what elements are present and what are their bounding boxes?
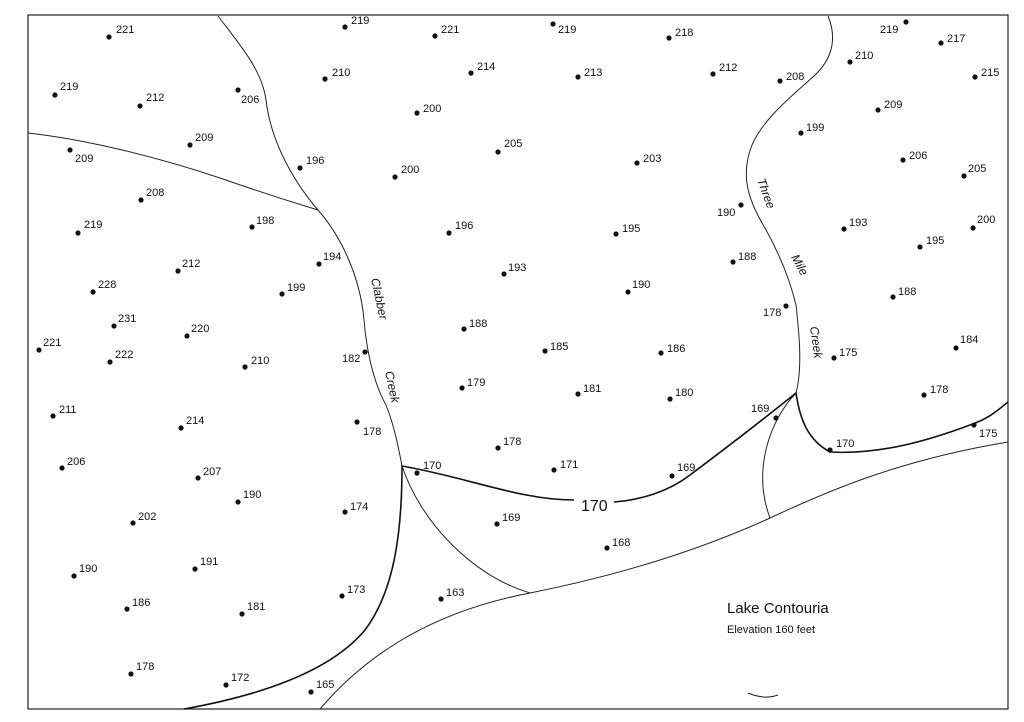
elevation-point-label: 210 <box>251 355 270 367</box>
elevation-point-label: 210 <box>855 50 874 62</box>
elevation-point-marker <box>36 347 41 352</box>
elevation-point-marker <box>604 545 609 550</box>
elevation-point-label: 170 <box>423 460 442 472</box>
elevation-point-label: 200 <box>423 103 442 115</box>
elevation-point-marker <box>468 70 473 75</box>
elevation-point-label: 180 <box>675 387 694 399</box>
elevation-point-marker <box>900 157 905 162</box>
elevation-point-marker <box>322 76 327 81</box>
elevation-point-marker <box>938 40 943 45</box>
elevation-point-marker <box>111 323 116 328</box>
elevation-point-marker <box>438 596 443 601</box>
elevation-point-marker <box>738 202 743 207</box>
elevation-point-marker <box>414 110 419 115</box>
elevation-point-marker <box>128 671 133 676</box>
elevation-point-label: 199 <box>287 282 306 294</box>
elevation-point-label: 178 <box>136 661 155 673</box>
elevation-point-marker <box>798 130 803 135</box>
elevation-point-label: 196 <box>455 220 474 232</box>
elevation-point-marker <box>831 355 836 360</box>
elevation-point-marker <box>875 107 880 112</box>
elevation-point-label: 190 <box>717 207 736 219</box>
elevation-point-label: 210 <box>332 67 351 79</box>
elevation-point-marker <box>773 415 778 420</box>
elevation-point-marker <box>192 566 197 571</box>
elevation-point-label: 206 <box>241 94 260 106</box>
elevation-point-label: 198 <box>256 215 275 227</box>
elevation-point-marker <box>223 682 228 687</box>
elevation-point-label: 209 <box>75 153 94 165</box>
elevation-point-marker <box>316 261 321 266</box>
elevation-point-marker <box>130 520 135 525</box>
elevation-point-label: 193 <box>508 262 527 274</box>
elevation-point-label: 190 <box>243 489 262 501</box>
elevation-point-marker <box>921 392 926 397</box>
elevation-point-label: 212 <box>146 92 165 104</box>
elevation-point-label: 220 <box>191 323 210 335</box>
clabber-creek-label-2: Creek <box>382 369 403 404</box>
elevation-point-marker <box>953 345 958 350</box>
contour-label-170: 170 <box>581 498 608 515</box>
elevation-point-label: 228 <box>98 279 117 291</box>
elevation-point-label: 212 <box>182 258 201 270</box>
elevation-point-label: 171 <box>560 459 579 471</box>
elevation-point-label: 190 <box>632 279 651 291</box>
elevation-point-marker <box>550 21 555 26</box>
elevation-point-marker <box>362 349 367 354</box>
elevation-point-label: 181 <box>247 601 266 613</box>
elevation-point-marker <box>195 475 200 480</box>
elevation-point-label: 222 <box>115 349 134 361</box>
elevation-point-marker <box>239 611 244 616</box>
elevation-point-label: 214 <box>186 415 205 427</box>
elevation-point-label: 217 <box>947 33 966 45</box>
elevation-point-marker <box>461 326 466 331</box>
elevation-point-marker <box>730 259 735 264</box>
elevation-point-label: 212 <box>719 62 738 74</box>
elevation-point-marker <box>71 573 76 578</box>
elevation-point-marker <box>297 165 302 170</box>
elevation-point-label: 186 <box>132 597 151 609</box>
elevation-point-label: 174 <box>350 501 369 513</box>
elevation-point-marker <box>354 419 359 424</box>
elevation-point-label: 221 <box>43 337 62 349</box>
elevation-point-marker <box>342 509 347 514</box>
elevation-point-label: 207 <box>203 466 222 478</box>
elevation-point-marker <box>495 149 500 154</box>
elevation-point-marker <box>827 447 832 452</box>
elevation-point-label: 195 <box>926 235 945 247</box>
elevation-point-label: 195 <box>622 223 641 235</box>
elevation-point-label: 191 <box>200 556 219 568</box>
elevation-point-marker <box>107 359 112 364</box>
elevation-point-marker <box>106 34 111 39</box>
elevation-point-marker <box>279 291 284 296</box>
three-mile-creek-label-3: Creek <box>807 325 826 360</box>
elevation-point-marker <box>783 303 788 308</box>
elevation-point-label: 221 <box>116 24 135 36</box>
elevation-point-label: 169 <box>751 403 770 415</box>
elevation-point-label: 206 <box>909 150 928 162</box>
elevation-point-marker <box>50 413 55 418</box>
elevation-point-label: 213 <box>584 67 603 79</box>
elevation-point-label: 179 <box>467 377 486 389</box>
elevation-point-marker <box>235 87 240 92</box>
elevation-point-marker <box>124 606 129 611</box>
elevation-point-label: 219 <box>351 15 370 27</box>
elevation-point-marker <box>841 226 846 231</box>
elevation-point-label: 206 <box>67 456 86 468</box>
elevation-point-marker <box>669 473 674 478</box>
elevation-point-marker <box>970 225 975 230</box>
elevation-point-marker <box>666 35 671 40</box>
elevation-point-marker <box>75 230 80 235</box>
lake-name: Lake Contouria <box>727 600 829 617</box>
elevation-point-label: 188 <box>738 251 757 263</box>
elevation-point-label: 172 <box>231 672 250 684</box>
three-mile-creek-label-1: Three <box>754 176 779 211</box>
elevation-point-label: 178 <box>503 436 522 448</box>
elevation-point-label: 208 <box>786 71 805 83</box>
elevation-point-label: 168 <box>612 537 631 549</box>
elevation-point-marker <box>542 348 547 353</box>
elevation-point-marker <box>917 244 922 249</box>
elevation-point-marker <box>52 92 57 97</box>
elevation-point-marker <box>242 364 247 369</box>
elevation-point-label: 200 <box>977 214 996 226</box>
elevation-point-label: 200 <box>401 164 420 176</box>
elevation-point-label: 165 <box>316 679 335 691</box>
elevation-point-label: 199 <box>806 122 825 134</box>
elevation-point-marker <box>495 445 500 450</box>
elevation-point-marker <box>459 385 464 390</box>
elevation-point-label: 214 <box>477 61 496 73</box>
elevation-point-label: 182 <box>342 353 361 365</box>
elevation-point-marker <box>658 350 663 355</box>
elevation-point-marker <box>342 24 347 29</box>
elevation-point-label: 205 <box>968 163 987 175</box>
elevation-point-label: 169 <box>677 462 696 474</box>
elevation-point-marker <box>235 499 240 504</box>
elevation-point-label: 231 <box>118 313 137 325</box>
elevation-point-marker <box>494 521 499 526</box>
elevation-point-label: 194 <box>323 251 342 263</box>
elevation-point-marker <box>625 289 630 294</box>
elevation-point-marker <box>414 470 419 475</box>
elevation-point-label: 178 <box>363 426 382 438</box>
elevation-point-marker <box>178 425 183 430</box>
elevation-point-marker <box>175 268 180 273</box>
elevation-point-label: 215 <box>981 67 1000 79</box>
elevation-point-marker <box>308 689 313 694</box>
elevation-point-label: 190 <box>79 563 98 575</box>
three-mile-creek-label-2: Mile <box>788 251 812 278</box>
elevation-point-marker <box>184 333 189 338</box>
elevation-point-marker <box>501 271 506 276</box>
elevation-point-label: 196 <box>306 155 325 167</box>
clabber-creek-label-1: Clabber <box>368 276 391 321</box>
elevation-point-marker <box>446 230 451 235</box>
elevation-point-marker <box>847 59 852 64</box>
elevation-point-marker <box>551 467 556 472</box>
elevation-point-label: 209 <box>195 132 214 144</box>
elevation-point-marker <box>249 224 254 229</box>
elevation-point-marker <box>67 147 72 152</box>
elevation-point-marker <box>634 160 639 165</box>
elevation-point-label: 218 <box>675 27 694 39</box>
elevation-point-marker <box>971 422 976 427</box>
elevation-point-label: 184 <box>960 334 979 346</box>
elevation-point-marker <box>137 103 142 108</box>
elevation-point-label: 203 <box>643 153 662 165</box>
elevation-point-label: 209 <box>884 99 903 111</box>
elevation-point-marker <box>392 174 397 179</box>
elevation-point-label: 219 <box>60 81 79 93</box>
elevation-point-label: 208 <box>146 187 165 199</box>
elevation-point-label: 188 <box>469 318 488 330</box>
elevation-point-label: 178 <box>763 307 782 319</box>
elevation-point-marker <box>90 289 95 294</box>
elevation-point-label: 170 <box>836 438 855 450</box>
elevation-point-marker <box>575 391 580 396</box>
elevation-point-marker <box>777 78 782 83</box>
elevation-point-marker <box>903 19 908 24</box>
elevation-point-label: 163 <box>446 587 465 599</box>
elevation-point-label: 169 <box>502 512 521 524</box>
elevation-point-label: 193 <box>849 217 868 229</box>
elevation-point-label: 202 <box>138 511 157 523</box>
elevation-point-label: 181 <box>583 383 602 395</box>
elevation-point-label: 173 <box>347 584 366 596</box>
lake-elevation: Elevation 160 feet <box>727 624 816 636</box>
elevation-point-label: 175 <box>979 428 998 440</box>
elevation-point-marker <box>972 74 977 79</box>
elevation-point-label: 186 <box>667 343 686 355</box>
elevation-point-label: 185 <box>550 341 569 353</box>
elevation-point-label: 211 <box>59 404 77 416</box>
elevation-point-label: 219 <box>84 219 103 231</box>
elevation-point-label: 205 <box>504 138 523 150</box>
elevation-point-marker <box>961 173 966 178</box>
elevation-point-marker <box>710 71 715 76</box>
elevation-point-marker <box>667 396 672 401</box>
elevation-point-marker <box>890 294 895 299</box>
elevation-point-label: 178 <box>930 384 949 396</box>
elevation-point-label: 175 <box>839 347 858 359</box>
elevation-point-marker <box>59 465 64 470</box>
elevation-point-marker <box>432 33 437 38</box>
elevation-point-marker <box>138 197 143 202</box>
elevation-point-marker <box>613 231 618 236</box>
elevation-point-label: 221 <box>441 24 460 36</box>
map-frame <box>28 15 1008 709</box>
elevation-point-label: 188 <box>898 286 917 298</box>
elevation-point-label: 219 <box>558 24 577 36</box>
elevation-point-marker <box>187 142 192 147</box>
elevation-point-marker <box>339 593 344 598</box>
elevation-point-label: 219 <box>880 24 899 36</box>
elevation-point-marker <box>575 74 580 79</box>
